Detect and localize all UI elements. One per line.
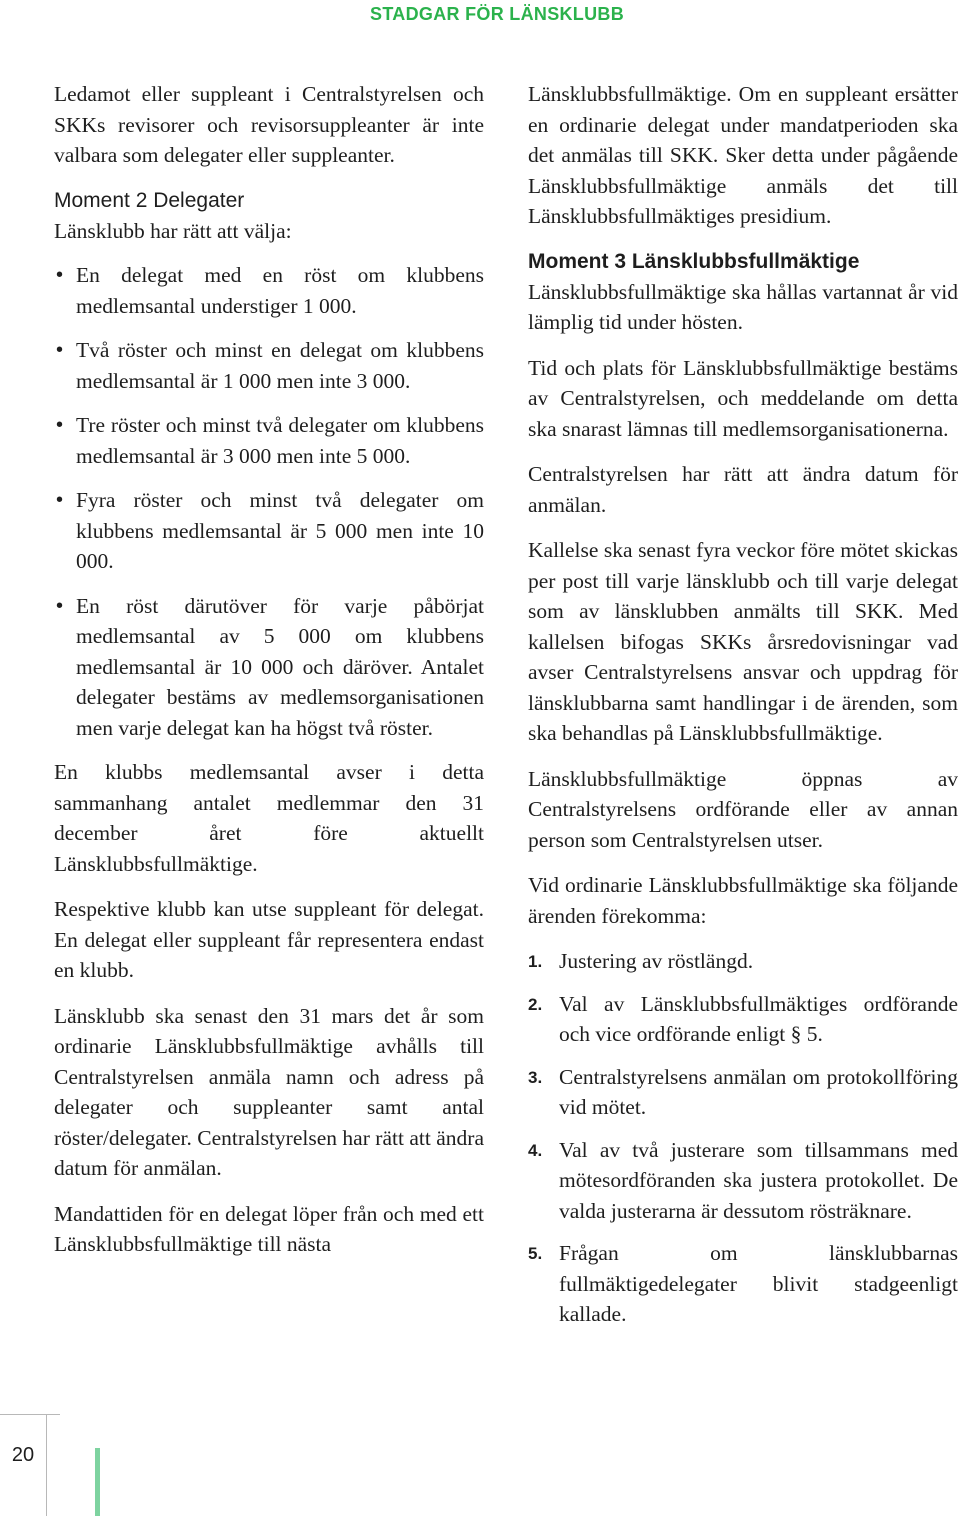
body-paragraph: Tid och plats för Länsklubbsfullmäktige bestäms av Centralstyrelsen, och meddelande om detta ska snarast lämnas till medlemsorganisationerna.: [528, 355, 958, 441]
footer-vertical-divider: [46, 1414, 47, 1516]
item-number: 5.: [528, 1244, 543, 1263]
right-column: [528, 79, 958, 1342]
list-item: 1. Justering av röstlängd.: [528, 946, 958, 977]
list-item: 2. Val av Länsklubbsfullmäktiges ordförande och vice ordförande enligt § 5.: [528, 991, 958, 1046]
continuation-paragraph: Länsklubbsfullmäktige. Om en suppleant ersätter en ordinarie delegat under mandatperioden ska det anmälas till SKK. Sker detta under pågående Länsklubbsfullmäktige anmäls det till Länsklubbsfullmäktiges presidium.: [528, 82, 958, 228]
intro-paragraph: Ledamot eller suppleant i Centralstyrelsen och SKKs revisorer och revisorsuppleanter är inte valbara som delegater eller suppleanter.: [54, 82, 484, 167]
item-number: 3.: [528, 1067, 543, 1087]
body-paragraph: Länsklubbsfullmäktige öppnas av Centralstyrelsens ordförande eller av annan person som Centralstyrelsen utser.: [528, 766, 958, 852]
left-column: [54, 79, 484, 1275]
body-paragraph: Respektive klubb kan utse suppleant för delegat. En delegat eller suppleant får representera endast en klubb.: [54, 897, 484, 982]
bullet-icon: •: [56, 489, 64, 511]
moment-3-heading: Moment 3 Länsklubbsfullmäktige: [528, 249, 860, 273]
lead-paragraph: Länsklubb har rätt att välja:: [54, 218, 292, 243]
body-paragraph: Länsklubbsfullmäktige ska hållas vartannat år vid lämplig tid under hösten.: [528, 279, 958, 334]
bullet-icon: •: [56, 339, 64, 361]
page-number: 20: [11, 1444, 35, 1466]
item-number: 2.: [528, 994, 543, 1014]
item-number: 4.: [528, 1140, 543, 1160]
body-paragraph: Centralstyrelsen har rätt att ändra datum för anmälan.: [528, 462, 958, 517]
green-accent-bar: [95, 1448, 100, 1516]
list-item: 5. Frågan om länsklubbarnas fullmäktigedelegater blivit stadgeenligt kallade.: [528, 1241, 958, 1326]
body-paragraph: Mandattiden för en delegat löper från och med ett Länsklubbsfullmäktige till nästa: [54, 1201, 484, 1256]
agenda-list: [528, 946, 958, 1330]
bullet-icon: •: [56, 414, 64, 436]
body-paragraph: En klubbs medlemsantal avser i detta sammanhang antalet medlemmar den 31 december året före aktuellt Länsklubbsfullmäktige.: [54, 760, 484, 876]
delegate-rules-list: [54, 260, 484, 743]
body-paragraph: Vid ordinarie Länsklubbsfullmäktige ska följande ärenden förekomma:: [528, 873, 958, 928]
list-item: • Fyra röster och minst två delegater om klubbens medlemsantal är 5 000 men inte 10 000.: [54, 485, 484, 577]
body-paragraph: Länsklubb ska senast den 31 mars det år som ordinarie Länsklubbsfullmäktige avhålls till Centralstyrelsen anmäla namn och adress på delegater och suppleanter samt antal röster/delegater. Centralstyrelsen har rätt att ändra datum för anmälan.: [54, 1003, 484, 1180]
list-item: • Tre röster och minst två delegater om klubbens medlemsantal är 3 000 men inte 5 000.: [54, 410, 484, 471]
page-header-title: STADGAR FÖR LÄNSKLUBB: [370, 4, 624, 24]
footer-divider: [0, 1414, 60, 1415]
item-number: 1.: [528, 952, 543, 971]
list-item: • Två röster och minst en delegat om klubbens medlemsantal är 1 000 men inte 3 000.: [54, 335, 484, 396]
list-item: 4. Val av två justerare som tillsammans med mötesordföranden ska justera protokollet. De valda justerarna är dessutom rösträknare.: [528, 1137, 958, 1223]
list-item: • En delegat med en röst om klubbens medlemsantal understiger 1 000.: [54, 260, 484, 321]
bullet-icon: •: [56, 594, 64, 617]
list-item: 3. Centralstyrelsens anmälan om protokollföring vid mötet.: [528, 1064, 958, 1119]
body-paragraph: Kallelse ska senast fyra veckor före mötet skickas per post till varje länsklubb och till varje delegat som av länsklubben anmälts till SKK. Med kallelsen bifogas SKKs årsredovisningar vad avser Centralstyrelsens ansvar och uppdrag för länsklubbarna samt handlingar i de ärenden, som ska behandlas på Länsklubbsfullmäktige.: [528, 538, 958, 745]
list-item: • En röst därutöver för varje påbörjat medlemsantal av 5 000 om klubbens medlemsantal är 10 000 och däröver. Antalet delegater bestäms av medlemsorganisationen men varje delegat kan ha högst två röster.: [54, 591, 484, 744]
moment-2-heading: Moment 2 Delegater: [54, 188, 245, 212]
bullet-icon: •: [56, 264, 64, 286]
